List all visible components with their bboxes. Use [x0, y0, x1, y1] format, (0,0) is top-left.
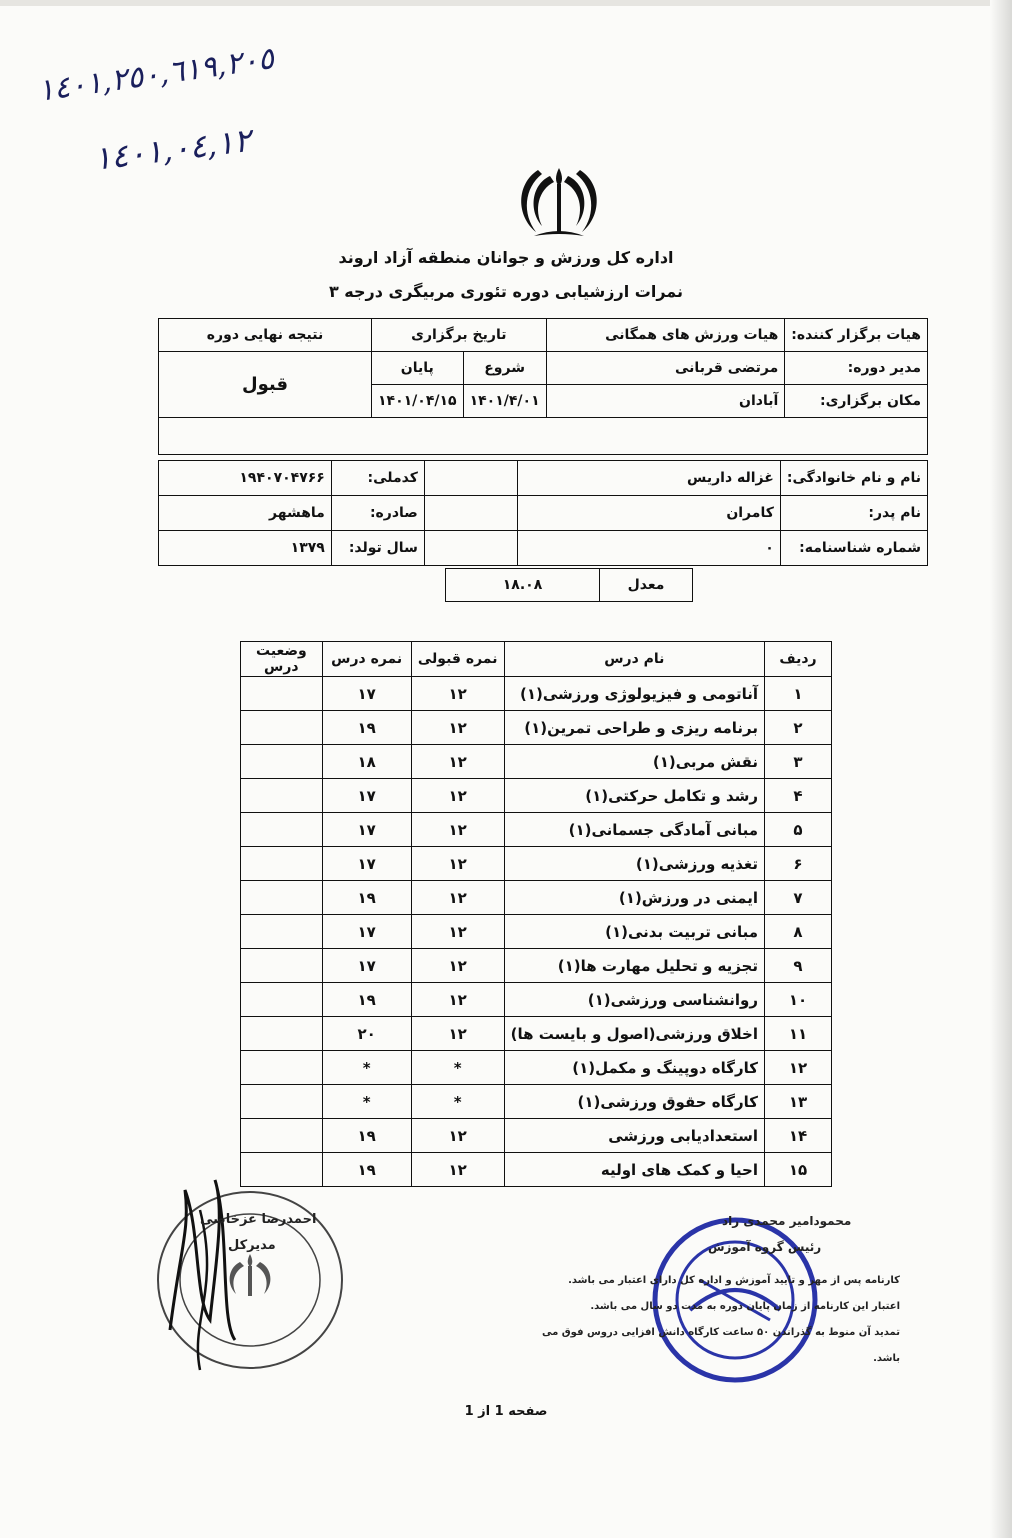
average-label: معدل	[600, 569, 693, 602]
table-row	[241, 1119, 832, 1153]
empty-cell	[424, 531, 517, 566]
end-date-value: ۱۴۰۱/۰۴/۱۵	[372, 385, 464, 418]
course-name: تجزیه و تحلیل مهارت ها(۱)	[504, 949, 764, 983]
table-row	[241, 881, 832, 915]
birth-year-label: سال تولد:	[331, 531, 424, 566]
passing-grade: *	[411, 1051, 504, 1085]
table-row	[241, 1017, 832, 1051]
row-number-header: ردیف	[765, 642, 832, 677]
course-grade: ۱۹	[322, 711, 411, 745]
course-grade: ۱۷	[322, 915, 411, 949]
row-number: ۱۰	[765, 983, 832, 1017]
course-name: احیا و کمک های اولیه	[504, 1153, 764, 1187]
course-status	[241, 847, 323, 881]
education-head-name: محمودامیر محمدی راد	[722, 1214, 852, 1228]
course-name: نقش مربی(۱)	[504, 745, 764, 779]
handwritten-date: ١٤٠١,٠٤,١٢	[91, 120, 253, 178]
page-edge-shadow	[990, 0, 1012, 1538]
table-row	[241, 711, 832, 745]
passing-grade: ۱۲	[411, 881, 504, 915]
course-grade: ۱۷	[322, 847, 411, 881]
course-status	[241, 1085, 323, 1119]
passing-grade: ۱۲	[411, 711, 504, 745]
date-label: تاریخ برگزاری	[372, 319, 547, 352]
average-table	[445, 568, 693, 602]
course-name: آناتومی و فیزیولوژی ورزشی(۱)	[504, 677, 764, 711]
venue-label: مکان برگزاری:	[785, 385, 928, 418]
course-grade: ۱۷	[322, 949, 411, 983]
course-name-header: نام درس	[504, 642, 764, 677]
handwritten-reference-number: ١٤٠١,٢٥٠,٦١٩,٢٠٥	[35, 41, 277, 109]
course-name: اخلاق ورزشی(اصول و بایست ها)	[504, 1017, 764, 1051]
passing-grade: ۱۲	[411, 779, 504, 813]
course-grade: ۱۹	[322, 983, 411, 1017]
grades-table	[240, 641, 832, 1187]
passing-grade: ۱۲	[411, 1119, 504, 1153]
course-name: کارگاه حقوق ورزشی(۱)	[504, 1085, 764, 1119]
row-number: ۱۳	[765, 1085, 832, 1119]
report-title: نمرات ارزشیابی دوره تئوری مربیگری درجه ۳	[328, 282, 684, 301]
organizer-value: هیات ورزش های همگانی	[546, 319, 785, 352]
table-row	[241, 949, 832, 983]
course-grade: ۱۷	[322, 779, 411, 813]
education-head-title: رئیس گروه آموزش	[708, 1240, 822, 1254]
course-grade: ۱۷	[322, 813, 411, 847]
page-top-shadow	[0, 0, 1012, 6]
passing-grade: ۱۲	[411, 915, 504, 949]
table-row	[241, 1051, 832, 1085]
course-name: استعدادیابی ورزشی	[504, 1119, 764, 1153]
page-number: صفحه 1 از 1	[464, 1404, 548, 1419]
row-number: ۱	[765, 677, 832, 711]
passing-grade: ۱۲	[411, 677, 504, 711]
course-status	[241, 949, 323, 983]
issued-label: صادره:	[331, 496, 424, 531]
national-id-label: کدملی:	[331, 461, 424, 496]
course-name: کارگاه دوپینگ و مکمل(۱)	[504, 1051, 764, 1085]
start-label: شروع	[463, 352, 546, 385]
start-date-value: ۱۴۰۱/۴/۰۱	[463, 385, 546, 418]
course-status	[241, 1051, 323, 1085]
course-grade: *	[322, 1085, 411, 1119]
course-grade: ۱۸	[322, 745, 411, 779]
course-info-table	[158, 318, 928, 455]
course-status	[241, 745, 323, 779]
table-row	[241, 1085, 832, 1119]
director-stamp-and-signature	[140, 1170, 360, 1390]
national-emblem-icon	[516, 162, 602, 248]
note-line: کارنامه پس از مهر و تایید آموزش و اداره کل دارای اعتبار می باشد.	[568, 1275, 900, 1286]
notes-section	[520, 1268, 900, 1372]
course-grade: ۱۹	[322, 1119, 411, 1153]
full-name-value: غزاله داریس	[517, 461, 780, 496]
table-row	[241, 813, 832, 847]
row-number: ۱۲	[765, 1051, 832, 1085]
row-number: ۳	[765, 745, 832, 779]
row-number: ۱۴	[765, 1119, 832, 1153]
empty-cell	[424, 461, 517, 496]
course-name: رشد و تکامل حرکتی(۱)	[504, 779, 764, 813]
course-status	[241, 813, 323, 847]
venue-value: آبادان	[546, 385, 785, 418]
course-status	[241, 983, 323, 1017]
birth-year-value: ۱۳۷۹	[159, 531, 332, 566]
manager-value: مرتضی قربانی	[546, 352, 785, 385]
director-title: مدیرکل	[228, 1238, 276, 1253]
passing-grade: ۱۲	[411, 983, 504, 1017]
full-name-label: نام و نام خانوادگی:	[780, 461, 927, 496]
course-name: مبانی آمادگی جسمانی(۱)	[504, 813, 764, 847]
course-status	[241, 915, 323, 949]
course-status	[241, 1017, 323, 1051]
course-grade: ۱۹	[322, 1153, 411, 1187]
result-label: نتیجه نهایی دوره	[159, 319, 372, 352]
director-name: احمدرضا عزخاصی	[200, 1212, 317, 1227]
course-grade: ۱۷	[322, 677, 411, 711]
course-grade: *	[322, 1051, 411, 1085]
table-row	[241, 745, 832, 779]
passing-grade-header: نمره قبولی	[411, 642, 504, 677]
note-line: اعتبار این کارنامه از زمان پایان دوره به مدت دو سال می باشد.	[590, 1301, 900, 1312]
passing-grade: ۱۲	[411, 949, 504, 983]
birth-cert-value: ۰	[517, 531, 780, 566]
course-status-header: وضعیت درس	[241, 642, 323, 677]
row-number: ۱۱	[765, 1017, 832, 1051]
average-value: ۱۸.۰۸	[446, 569, 600, 602]
course-grade: ۲۰	[322, 1017, 411, 1051]
table-row	[241, 677, 832, 711]
note-line: تمدید آن منوط به گذراندن ۵۰ ساعت کارگاه دانش افزایی دروس فوق می باشد.	[541, 1327, 900, 1364]
table-row	[241, 915, 832, 949]
table-row	[241, 983, 832, 1017]
issued-value: ماهشهر	[159, 496, 332, 531]
father-name-label: نام پدر:	[780, 496, 927, 531]
course-name: برنامه ریزی و طراحی تمرین(۱)	[504, 711, 764, 745]
passing-grade: ۱۲	[411, 847, 504, 881]
course-status	[241, 677, 323, 711]
table-row	[241, 779, 832, 813]
passing-grade: ۱۲	[411, 745, 504, 779]
row-number: ۹	[765, 949, 832, 983]
person-info-table	[158, 460, 928, 566]
national-id-value: ۱۹۴۰۷۰۴۷۶۶	[159, 461, 332, 496]
course-name: ایمنی در ورزش(۱)	[504, 881, 764, 915]
row-number: ۲	[765, 711, 832, 745]
course-status	[241, 1119, 323, 1153]
row-number: ۱۵	[765, 1153, 832, 1187]
row-number: ۷	[765, 881, 832, 915]
father-name-value: کامران	[517, 496, 780, 531]
passing-grade: ۱۲	[411, 813, 504, 847]
manager-label: مدیر دوره:	[785, 352, 928, 385]
row-number: ۴	[765, 779, 832, 813]
empty-cell	[424, 496, 517, 531]
organization-title: اداره کل ورزش و جوانان منطقه آزاد اروند	[338, 248, 674, 267]
organizer-label: هیات برگزار کننده:	[785, 319, 928, 352]
row-number: ۸	[765, 915, 832, 949]
table-row	[241, 847, 832, 881]
passing-grade: *	[411, 1085, 504, 1119]
course-status	[241, 779, 323, 813]
course-status	[241, 881, 323, 915]
course-name: مبانی تربیت بدنی(۱)	[504, 915, 764, 949]
row-number: ۵	[765, 813, 832, 847]
passing-grade: ۱۲	[411, 1153, 504, 1187]
course-grade: ۱۹	[322, 881, 411, 915]
course-name: تغذیه ورزشی(۱)	[504, 847, 764, 881]
end-label: پایان	[372, 352, 464, 385]
row-number: ۶	[765, 847, 832, 881]
course-grade-header: نمره درس	[322, 642, 411, 677]
blank-separator-row	[159, 418, 928, 455]
course-status	[241, 711, 323, 745]
final-result-value: قبول	[159, 352, 372, 418]
passing-grade: ۱۲	[411, 1017, 504, 1051]
birth-cert-label: شماره شناسنامه:	[780, 531, 927, 566]
course-name: روانشناسی ورزشی(۱)	[504, 983, 764, 1017]
